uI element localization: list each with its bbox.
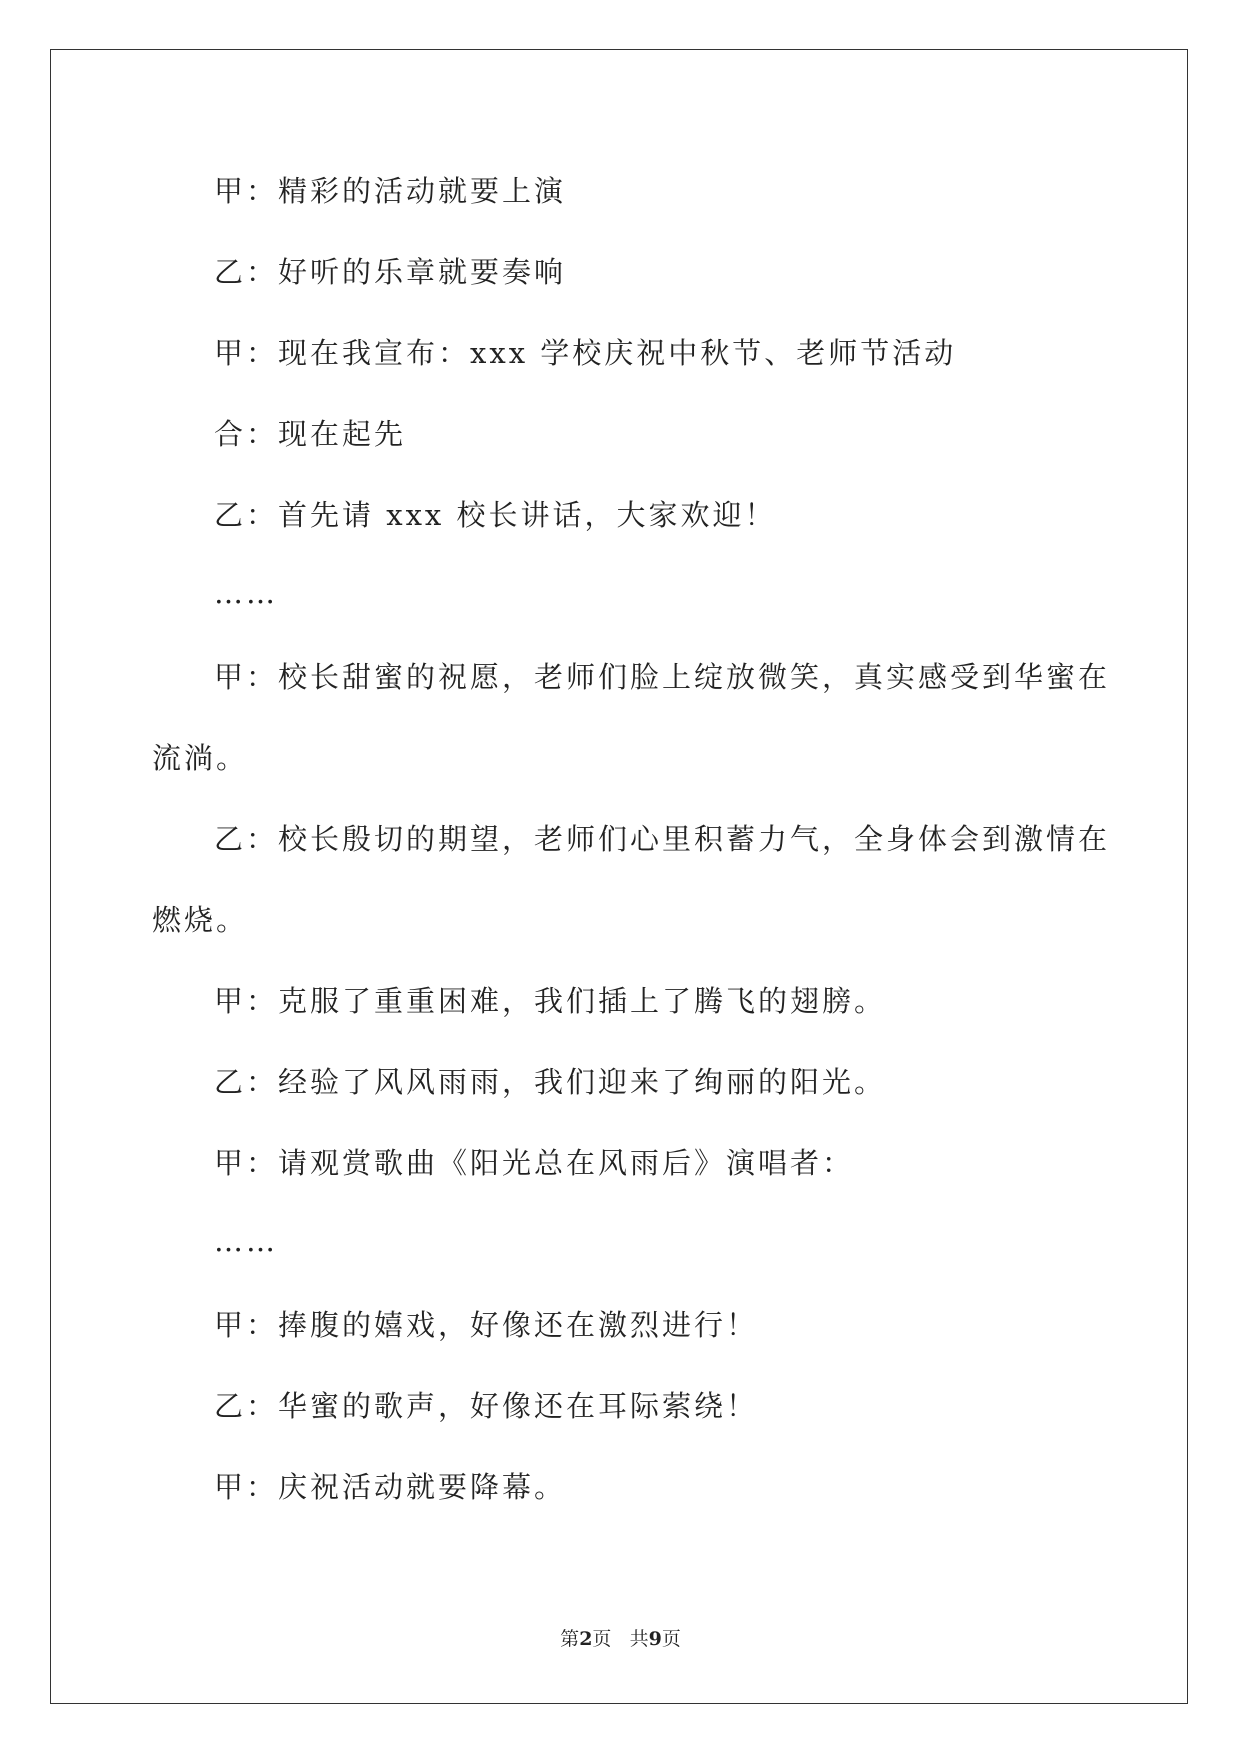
- script-line: 甲：庆祝活动就要降幕。: [214, 1470, 567, 1504]
- script-line: 乙：经验了风风雨雨，我们迎来了绚丽的阳光。: [214, 1065, 887, 1099]
- current-page-number: 2: [579, 1628, 593, 1650]
- footer-prefix: 第: [560, 1628, 580, 1650]
- ellipsis-line: ……: [214, 1224, 278, 1258]
- script-line-continuation: 燃烧。: [152, 903, 249, 937]
- footer-total-suffix: 页: [661, 1628, 681, 1650]
- total-pages-number: 9: [648, 1628, 662, 1650]
- script-line: 乙：校长殷切的期望，老师们心里积蓄力气，全身体会到激情在: [214, 822, 1111, 856]
- ellipsis-line: ……: [214, 576, 278, 610]
- script-line: 甲：克服了重重困难，我们插上了腾飞的翅膀。: [214, 984, 887, 1018]
- script-line: 合：现在起先: [214, 417, 407, 451]
- script-line: 乙：好听的乐章就要奏响: [214, 255, 567, 289]
- script-line-continuation: 流淌。: [152, 741, 249, 775]
- script-line: 甲：精彩的活动就要上演: [214, 174, 567, 208]
- script-line: 甲：校长甜蜜的祝愿，老师们脸上绽放微笑，真实感受到华蜜在: [214, 660, 1111, 694]
- script-line: 乙：首先请 xxx 校长讲话，大家欢迎！: [214, 498, 777, 532]
- script-line: 乙：华蜜的歌声，好像还在耳际萦绕！: [214, 1389, 759, 1423]
- script-line: 甲：现在我宣布：xxx 学校庆祝中秋节、老师节活动: [214, 336, 957, 370]
- footer-page-suffix: 页: [592, 1628, 612, 1650]
- script-line: 甲：捧腹的嬉戏，好像还在激烈进行！: [214, 1308, 759, 1342]
- footer-total-prefix: 共: [629, 1628, 649, 1650]
- page-footer: [0, 1626, 1241, 1652]
- page-frame: [50, 49, 1188, 1704]
- script-line: 甲：请观赏歌曲《阳光总在风雨后》演唱者：: [214, 1146, 855, 1180]
